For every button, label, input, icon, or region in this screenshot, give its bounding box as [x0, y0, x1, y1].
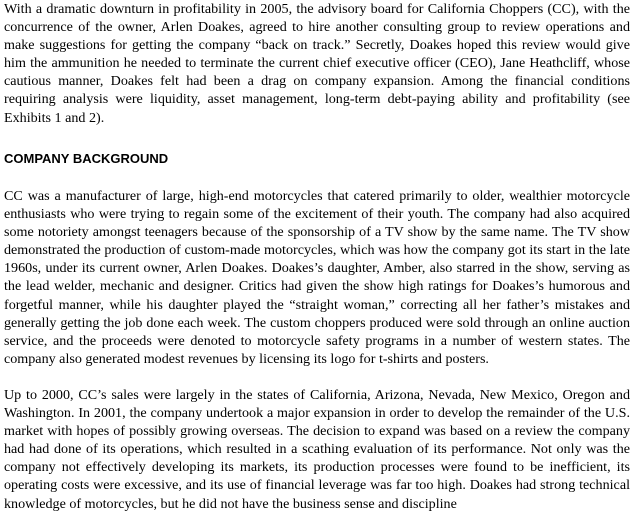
history-paragraph: Up to 2000, CC’s sales were largely in the states of California, Arizona, Nevada, New Mexico, Oregon and Washington. In 2001, the company undertook a major expansion in order to develop the remainder of the U.S. market with hopes of possibly growing overseas. The decision to expand was based on a review the company had had done of its operations, which resulted in a scathing evaluation of its performance. Not only was the company not effectively developing its markets, its production processes were found to be inefficient, its operating costs were excessive, and its use of financial leverage was far too high. Doakes had strong technical knowledge of motorcycles, but he did not have the business sense and discipline	[4, 387, 630, 512]
intro-paragraph: With a dramatic downturn in profitability in 2005, the advisory board for California Choppers (CC), with the concurrence of the owner, Arlen Doakes, agreed to hire another consulting group to review operations and make suggestions for getting the company “back on track.” Secretly, Doakes hoped this review would give him the ammunition he needed to terminate the current chief executive officer (CEO), Jane Heathcliff, whose cautious manner, Doakes felt had been a drag on company expansion. Among the financial conditions requiring analysis were liquidity, asset management, long-term debt-paying ability and profitability (see Exhibits 1 and 2).	[4, 1, 630, 126]
section-heading: COMPANY BACKGROUND	[4, 151, 169, 166]
background-paragraph: CC was a manufacturer of large, high-end motorcycles that catered primarily to older, wealthier motorcycle enthusiasts who were trying to regain some of the excitement of their youth. The company had also acquired some notoriety amongst teenagers because of the sponsorship of a TV show by the same name. The TV show demonstrated the production of custom-made motorcycles, which was how the company got its start in the late 1960s, under its current owner, Arlen Doakes. Doakes’s daughter, Amber, also starred in the show, serving as the lead welder, mechanic and designer. Critics had given the show high ratings for Doakes’s humorous and forgetful manner, while his daughter played the “straight woman,” correcting all her father’s mistakes and generally getting the job done each week. The custom choppers produced were sold through an online auction service, and the proceeds were denoted to motorcycle safety programs in a number of western states. The company also generated modest revenues by licensing its logo for t-shirts and posters.	[4, 188, 630, 367]
